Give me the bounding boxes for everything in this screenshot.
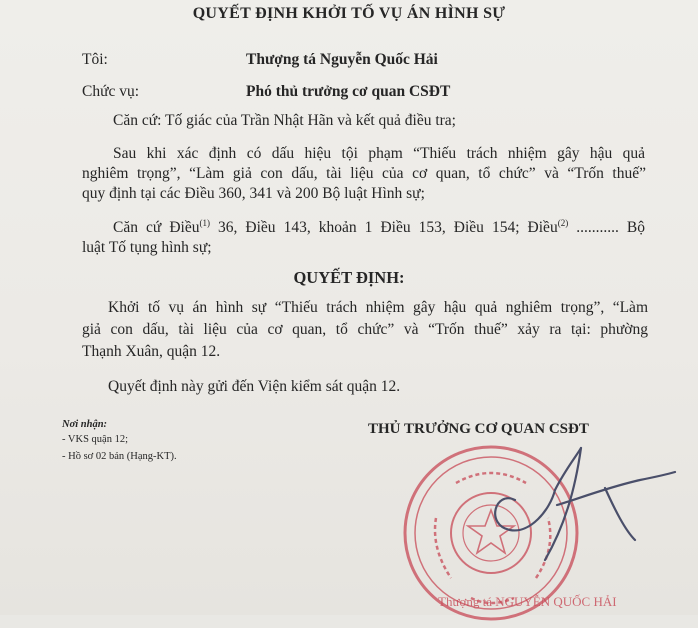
legal-basis-line-2: luật Tố tụng hình sự; [82, 239, 212, 256]
legal-basis-articles: 36, Điều 143, khoản 1 Điều 153, Điều 154; Điều [209, 219, 558, 236]
document-title: QUYẾT ĐỊNH KHỞI TỐ VỤ ÁN HÌNH SỰ [192, 5, 506, 22]
findings-line-3: quy định tại các Điều 360, 341 và 200 Bộ luật Hình sự; [82, 185, 425, 202]
signer-name: Thượng tá NGUYỄN QUỐC HẢI [438, 594, 617, 609]
legal-basis-suffix: ........... Bộ [576, 219, 646, 236]
findings-line-2: nghiêm trọng”, “Làm giả con dấu, tài liệu của cơ quan, tổ chức” và “Trốn thuế” [82, 165, 646, 182]
recipient-1: - VKS quận 12; [62, 434, 129, 445]
decision-line-2: giả con dấu, tài liệu của cơ quan, tổ chức” và “Trốn thuế” xảy ra tại: phường [82, 321, 648, 338]
decision-line-1: Khởi tố vụ án hình sự “Thiếu trách nhiệm gây hậu quả nghiêm trọng”, “Làm [108, 299, 648, 316]
footnote-1: (1) [199, 218, 210, 228]
legal-basis-line-1 [113, 218, 645, 238]
chucvu-label: Chức vụ: [82, 83, 140, 100]
recipients-heading: Nơi nhận: [62, 419, 108, 430]
toi-label: Tôi: [82, 51, 108, 68]
recipient-2: - Hồ sơ 02 bản (Hạng-KT). [62, 451, 177, 462]
legal-basis-prefix: Căn cứ Điều [113, 219, 200, 236]
decision-line-3: Thạnh Xuân, quận 12. [82, 343, 221, 360]
findings-line-1: Sau khi xác định có dấu hiệu tội phạm “Thiếu trách nhiệm gây hậu quả [113, 145, 645, 162]
footnote-2: (2) [557, 218, 569, 228]
basis-paragraph: Căn cứ: Tố giác của Trần Nhật Hãn và kết quả điều tra; [113, 112, 456, 129]
toi-value: Thượng tá Nguyễn Quốc Hải [246, 51, 438, 68]
signature-icon [455, 430, 685, 580]
send-to-line: Quyết định này gửi đến Viện kiểm sát quận 12. [108, 378, 401, 395]
chucvu-value: Phó thủ trưởng cơ quan CSĐT [246, 83, 451, 100]
signer-title: THỦ TRƯỞNG CƠ QUAN CSĐT [368, 421, 589, 437]
decision-heading: QUYẾT ĐỊNH: [293, 268, 405, 287]
